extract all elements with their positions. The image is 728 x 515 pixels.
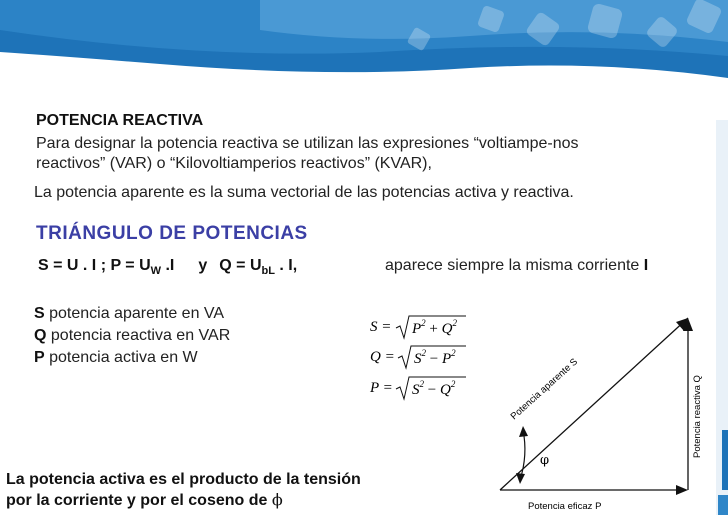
active-power-statement [6,470,361,511]
right-side-decoration [708,100,728,515]
equation-q [368,342,468,377]
equation-p [368,373,468,408]
definition-p: P potencia activa en W [34,349,198,366]
active-power-line-2: por la corriente y por el coseno de ϕ [6,490,283,509]
svg-text:P2 + Q2: $P^2 + Q^2$ [412,318,457,337]
formula-line [38,257,297,277]
power-triangle-diagram [490,300,708,515]
svg-text:S =: S = [370,319,392,335]
power-triangle-title: TRIÁNGULO DE POTENCIAS [36,223,308,244]
formula-p: $P = U_W$ .I [110,257,175,278]
intro-line-1: Para designar la potencia reactiva se utilizan las expresiones “voltiampe-nos [36,135,579,152]
svg-text:Q =: Q = [370,349,395,365]
phi-symbol: ϕ [271,490,283,509]
apparent-power-sentence: La potencia aparente es la suma vectorial de las potencias activa y reactiva. [34,184,574,201]
formula-separator: ; [96,257,111,274]
svg-text:S2 − Q2: $S^2 - Q^2$ [412,379,456,398]
angle-label: φ [540,453,550,468]
angle-arc [520,430,525,480]
header-banner [0,0,728,100]
base-arrowhead [676,485,688,495]
formula-s: S = U . I [38,257,97,274]
formula-and: y [198,257,208,274]
intro-paragraph [36,134,579,174]
base-label: Potencia eficaz P [528,501,602,512]
vertical-label: Potencia reactiva Q [692,375,703,458]
same-current-note: aparece siempre la misma corriente I [385,257,649,274]
active-power-line-1: La potencia activa es el producto de la tensión [6,471,361,488]
formula-q: $Q = U_{bL}$ . I, [219,257,298,278]
section-heading: POTENCIA REACTIVA [36,112,204,129]
svg-text:P =: P = [370,380,393,396]
definition-s: S potencia aparente en VA [34,305,225,322]
intro-line-2: reactivos” (VAR) o “Kilovoltiamperios reactivos” (KVAR), [36,155,432,172]
hypotenuse-label: Potencia aparente S [508,356,580,423]
svg-text:S2 − P2: $S^2 - P^2$ [414,348,456,367]
definition-q: Q potencia reactiva en VAR [34,327,231,344]
